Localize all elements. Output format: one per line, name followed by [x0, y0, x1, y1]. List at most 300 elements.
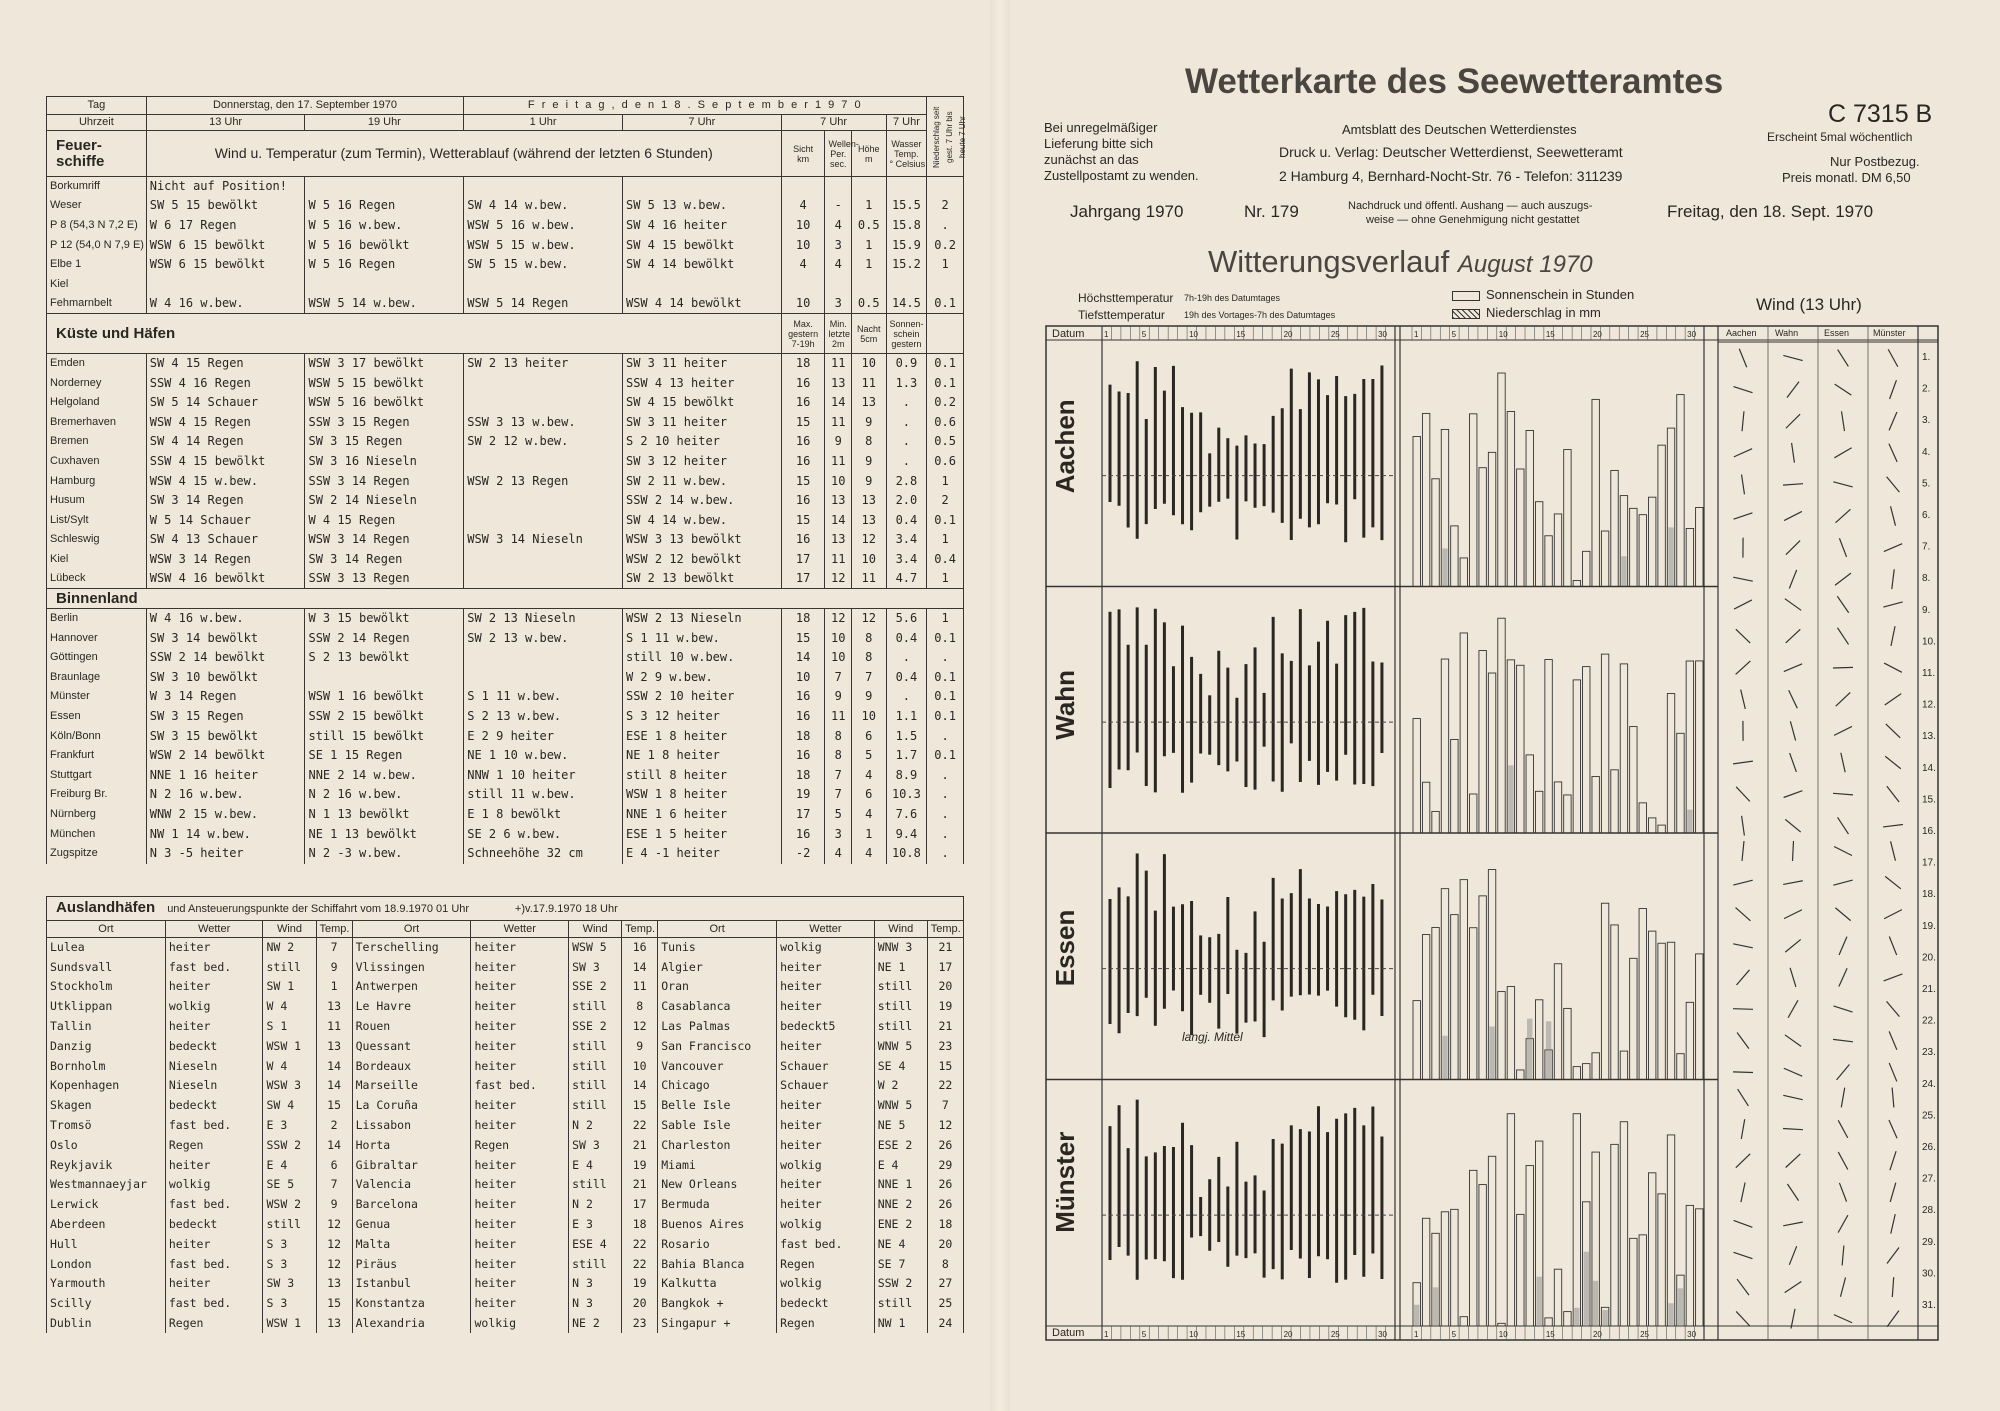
cell: heiter — [777, 997, 875, 1017]
cell: SSW 2 — [263, 1135, 316, 1155]
day-tick-label: 25 — [1640, 1330, 1649, 1339]
cell-8: 1.1 — [886, 707, 927, 727]
sunshine-bar — [1535, 791, 1542, 833]
sunshine-bar — [1592, 1053, 1599, 1080]
station-name: P 12 (54,0 N 7,9 E) — [47, 235, 147, 255]
cell-7: 11 — [851, 569, 886, 589]
cell-5: 18 — [781, 354, 825, 374]
legend-sunshine: Sonnenschein in Stunden — [1452, 287, 1634, 302]
wind-col-3: Münster — [1873, 328, 1906, 338]
cell-9: 0.2 — [927, 235, 964, 255]
station-name: Zugspitze — [47, 844, 147, 864]
cell: 21 — [927, 938, 963, 958]
sunshine-bar — [1479, 468, 1486, 587]
cell-8: . — [886, 432, 927, 452]
cell-6: 4 — [825, 216, 851, 236]
wind-arrow — [1786, 541, 1800, 555]
wind-arrow — [1736, 1154, 1750, 1168]
cell: heiter — [471, 1096, 569, 1116]
port-name: Le Havre — [352, 997, 471, 1017]
cell: S 3 — [263, 1254, 316, 1274]
cell-6: 7 — [825, 785, 851, 805]
cell: heiter — [471, 1195, 569, 1215]
wind-arrow — [1890, 1151, 1896, 1170]
cell-1: SW 3 10 bewölkt — [146, 668, 305, 688]
port-name: Horta — [352, 1135, 471, 1155]
wind-arrow — [1784, 1068, 1802, 1076]
wind-day-label: 13. — [1922, 731, 1936, 743]
wind-arrow — [1889, 1120, 1897, 1138]
cell-9: 0.1 — [927, 668, 964, 688]
wind-arrow — [1842, 1246, 1844, 1266]
cell: E 4 — [263, 1155, 316, 1175]
cell: 14 — [316, 1056, 352, 1076]
cell-5: 15 — [781, 412, 825, 432]
day-tick-label: 20 — [1283, 1330, 1293, 1339]
sunshine-bar — [1630, 508, 1637, 586]
cell-6 — [825, 274, 851, 294]
day-tick-label: 10 — [1498, 330, 1508, 339]
precip-bar — [1584, 1252, 1589, 1326]
header-wind: Wind — [874, 921, 927, 938]
cell-1: SW 5 15 bewölkt — [146, 196, 305, 216]
cell: 12 — [316, 1254, 352, 1274]
cell-6 — [825, 177, 851, 197]
port-name: Utklippan — [47, 997, 166, 1017]
wind-arrow — [1839, 968, 1847, 986]
cell-7: 1 — [851, 255, 886, 275]
cell-4: WSW 2 13 Nieseln — [622, 609, 781, 629]
table-row — [47, 412, 964, 432]
sunshine-bar — [1507, 412, 1514, 587]
day-tick-label: 1 — [1414, 1330, 1419, 1339]
table-row — [47, 177, 964, 197]
table-row — [47, 997, 964, 1017]
cell: 13 — [316, 1274, 352, 1294]
cell-7: 0.5 — [851, 216, 886, 236]
cell: E 4 — [569, 1155, 622, 1175]
wind-arrow — [1785, 819, 1800, 832]
sunshine-bar — [1470, 794, 1477, 833]
header-wetter: Wetter — [471, 921, 569, 938]
day-tick-label: 30 — [1687, 1330, 1697, 1339]
wind-arrow — [1839, 538, 1846, 557]
cell-4: SW 3 11 heiter — [622, 412, 781, 432]
sunshine-bar — [1639, 909, 1646, 1080]
day-tick-label: 1 — [1104, 1330, 1109, 1339]
cell: NE 2 — [569, 1314, 622, 1334]
sunshine-bar — [1630, 1238, 1637, 1326]
header-row-time — [47, 115, 964, 131]
table-row — [47, 1254, 964, 1274]
cell-8: 15.8 — [886, 216, 927, 236]
cell-7: 11 — [851, 373, 886, 393]
table-row — [47, 1116, 964, 1136]
wind-arrow — [1885, 876, 1901, 888]
port-name: Hull — [47, 1234, 166, 1254]
cell-9: . — [927, 805, 964, 825]
cell: heiter — [471, 1116, 569, 1136]
port-name: Istanbul — [352, 1274, 471, 1294]
cell: heiter — [777, 1116, 875, 1136]
cell-1: N 3 -5 heiter — [146, 844, 305, 864]
cell-4: S 1 11 w.bew. — [622, 628, 781, 648]
table-row — [47, 938, 964, 958]
cell-3: E 2 9 heiter — [464, 726, 623, 746]
german-stations-table — [46, 96, 968, 864]
header-13h: 13 Uhr — [146, 115, 305, 131]
port-name: Danzig — [47, 1036, 166, 1056]
sunshine-bar — [1573, 1114, 1580, 1326]
wind-arrow — [1742, 475, 1745, 495]
cell-5: 4 — [781, 255, 825, 275]
wind-arrow — [1783, 1128, 1803, 1129]
cell-8: . — [886, 412, 927, 432]
cell: wolkig — [777, 1215, 875, 1235]
cell: 15 — [927, 1056, 963, 1076]
cell: WSW 5 — [569, 938, 622, 958]
day-tick-label: 10 — [1498, 1330, 1508, 1339]
cell: still — [874, 997, 927, 1017]
cell: SW 3 — [263, 1274, 316, 1294]
wind-day-label: 7. — [1922, 541, 1931, 553]
cell: heiter — [471, 1155, 569, 1175]
cell-1: SW 3 14 Regen — [146, 491, 305, 511]
cell-5: -2 — [781, 844, 825, 864]
day-tick-label: 30 — [1687, 330, 1697, 339]
cell-8: 15.5 — [886, 196, 927, 216]
wind-day-label: 5. — [1922, 478, 1931, 490]
port-name: Oslo — [47, 1135, 166, 1155]
header-ort: Ort — [352, 921, 471, 938]
table-row — [47, 1234, 964, 1254]
cell: heiter — [777, 1195, 875, 1215]
sunshine-bar — [1470, 414, 1477, 587]
wind-arrow — [1890, 1183, 1896, 1202]
cell-6: 14 — [825, 393, 851, 413]
cell-4: SW 2 13 bewölkt — [622, 569, 781, 589]
sunshine-bar — [1630, 958, 1637, 1079]
lightships-title: Feuer- schiffe — [47, 131, 147, 177]
publisher: Druck u. Verlag: Deutscher Wetterdienst, Seewetteramt — [1279, 144, 1623, 160]
port-name: Vlissingen — [352, 957, 471, 977]
day-tick-label: 1 — [1414, 330, 1419, 339]
cell: heiter — [471, 1254, 569, 1274]
wind-arrow — [1742, 816, 1745, 836]
cell-5: 10 — [781, 235, 825, 255]
cell-4: E 4 -1 heiter — [622, 844, 781, 864]
cell-4: SSW 2 14 w.bew. — [622, 491, 781, 511]
cell-2: WSW 3 14 Regen — [305, 530, 464, 550]
sunshine-bar — [1441, 659, 1448, 833]
station-name: Schleswig — [47, 530, 147, 550]
cell-3: SW 2 13 Nieseln — [464, 609, 623, 629]
sunshine-bar — [1517, 469, 1524, 587]
wind-arrow — [1786, 1154, 1801, 1168]
sunshine-bar — [1639, 1235, 1646, 1326]
station-name: Hannover — [47, 628, 147, 648]
cell-1: W 5 14 Schauer — [146, 510, 305, 530]
cell-7: 4 — [851, 766, 886, 786]
cell: SW 3 — [569, 957, 622, 977]
cell-7: 8 — [851, 648, 886, 668]
cell-2: WSW 3 17 bewölkt — [305, 354, 464, 374]
wind-arrow — [1784, 511, 1802, 520]
cell-6: 8 — [825, 746, 851, 766]
cell: SSW 2 — [874, 1274, 927, 1294]
port-name: Westmannaeyjar — [47, 1175, 166, 1195]
cell-6: 11 — [825, 707, 851, 727]
cell: WSW 3 — [263, 1076, 316, 1096]
wind-arrow — [1736, 908, 1751, 921]
cell-3: SW 2 13 heiter — [464, 354, 623, 374]
table-row — [47, 707, 964, 727]
day-tick-label: 15 — [1545, 1330, 1555, 1339]
cell-9: 0.1 — [927, 707, 964, 727]
cell: wolkig — [777, 1274, 875, 1294]
cell-4: SW 4 14 bewölkt — [622, 255, 781, 275]
cell-9: 2 — [927, 196, 964, 216]
cell-6: 13 — [825, 491, 851, 511]
wind-arrow — [1892, 1277, 1893, 1297]
wind-day-label: 14. — [1922, 762, 1936, 774]
sunshine-bar — [1639, 515, 1646, 587]
cell: fast bed. — [165, 957, 263, 977]
cell: SE 5 — [263, 1175, 316, 1195]
wind-arrow — [1888, 349, 1898, 367]
wind-arrow — [1884, 663, 1902, 672]
cell-4: SW 3 12 heiter — [622, 452, 781, 472]
cell-4: SW 2 11 w.bew. — [622, 471, 781, 491]
station-name: München — [47, 824, 147, 844]
header-min: Min. letzte 2m — [825, 314, 851, 354]
cell-3: S 1 11 w.bew. — [464, 687, 623, 707]
wind-arrow — [1783, 1095, 1803, 1099]
cell: 22 — [927, 1076, 963, 1096]
port-name: Vancouver — [658, 1056, 777, 1076]
cell-8: 10.3 — [886, 785, 927, 805]
port-name: Singapur + — [658, 1314, 777, 1334]
cell: 9 — [316, 1195, 352, 1215]
cell: 15 — [622, 1096, 658, 1116]
cell-9: . — [927, 785, 964, 805]
foreign-title-cell — [47, 897, 964, 921]
cell: NE 1 — [874, 957, 927, 977]
wind-arrow — [1891, 626, 1895, 646]
cell: N 2 — [569, 1116, 622, 1136]
foreign-title-row — [47, 897, 964, 921]
header-ort: Ort — [47, 921, 166, 938]
cell-8: 2.0 — [886, 491, 927, 511]
cell-3 — [464, 452, 623, 472]
port-name: Lissabon — [352, 1116, 471, 1136]
sunshine-bar — [1517, 1214, 1524, 1326]
cell-2: SSW 2 14 Regen — [305, 628, 464, 648]
station-name: Freiburg Br. — [47, 785, 147, 805]
cell: 16 — [622, 938, 658, 958]
cell-4: WSW 2 12 bewölkt — [622, 550, 781, 570]
cell: 23 — [622, 1314, 658, 1334]
cell-3: S 2 13 w.bew. — [464, 707, 623, 727]
cell: heiter — [777, 1175, 875, 1195]
wind-arrow — [1887, 477, 1900, 492]
header-ort: Ort — [658, 921, 777, 938]
cell: fast bed. — [777, 1234, 875, 1254]
sunshine-bar — [1451, 739, 1458, 833]
port-name: Buenos Aires — [658, 1215, 777, 1235]
station-name: Weser — [47, 196, 147, 216]
wind-arrow — [1833, 880, 1852, 885]
cell-9: 0.1 — [927, 687, 964, 707]
cell-2: WSW 5 14 w.bew. — [305, 294, 464, 314]
wind-day-label: 20. — [1922, 952, 1936, 964]
foreign-title: Auslandhäfen — [56, 899, 156, 916]
precip-bar — [1546, 1021, 1551, 1079]
cell-7: 6 — [851, 785, 886, 805]
cell: 6 — [316, 1155, 352, 1175]
cell-2: W 3 15 bewölkt — [305, 609, 464, 629]
sunshine-bar — [1564, 795, 1571, 833]
precip-bar — [1687, 810, 1692, 833]
cell: NW 2 — [263, 938, 316, 958]
cell: 21 — [622, 1175, 658, 1195]
cell-6: 10 — [825, 471, 851, 491]
cell-5: 16 — [781, 530, 825, 550]
cell: heiter — [165, 938, 263, 958]
port-name: Bahia Blanca — [658, 1254, 777, 1274]
wind-arrow — [1784, 910, 1802, 919]
cell: NNE 1 — [874, 1175, 927, 1195]
cell: heiter — [471, 957, 569, 977]
sunshine-bar — [1601, 903, 1608, 1079]
day-tick-label: 30 — [1378, 330, 1388, 339]
header-19h: 19 Uhr — [305, 115, 464, 131]
port-name: La Coruña — [352, 1096, 471, 1116]
cell: Regen — [777, 1314, 875, 1334]
cell: heiter — [471, 977, 569, 997]
cell-1: WSW 4 15 w.bew. — [146, 471, 305, 491]
cell: 7 — [927, 1096, 963, 1116]
cell: heiter — [471, 1294, 569, 1314]
cell-2: N 2 16 w.bew. — [305, 785, 464, 805]
cell-7: 8 — [851, 628, 886, 648]
sunshine-bar — [1479, 1185, 1486, 1326]
wind-arrow — [1784, 791, 1803, 798]
cell: heiter — [471, 938, 569, 958]
cell-4: NE 1 8 heiter — [622, 746, 781, 766]
cell-3 — [464, 510, 623, 530]
station-label-wahn: Wahn — [1050, 669, 1080, 740]
table-row — [47, 785, 964, 805]
cell-5 — [781, 274, 825, 294]
cell: bedeckt — [165, 1036, 263, 1056]
table-row — [47, 1314, 964, 1334]
cell-6: 13 — [825, 373, 851, 393]
wind-arrow — [1741, 1183, 1745, 1203]
port-name: Lulea — [47, 938, 166, 958]
wind-arrow — [1835, 384, 1852, 395]
station-name: Emden — [47, 354, 147, 374]
cell-9: 0.1 — [927, 294, 964, 314]
table-row — [47, 1056, 964, 1076]
port-name: Oran — [658, 977, 777, 997]
cell-2 — [305, 177, 464, 197]
table-row — [47, 1215, 964, 1235]
sunshine-bar — [1667, 1135, 1674, 1326]
sunshine-bar — [1592, 777, 1599, 833]
day-tick-label: 15 — [1236, 330, 1246, 339]
precip-bar — [1442, 1036, 1447, 1080]
port-name: Malta — [352, 1234, 471, 1254]
precip-bar — [1668, 527, 1673, 586]
cell-5: 17 — [781, 569, 825, 589]
cell-9: 0.1 — [927, 628, 964, 648]
cell-3 — [464, 491, 623, 511]
cell-7: 6 — [851, 726, 886, 746]
cell-9: 1 — [927, 530, 964, 550]
port-name: Piräus — [352, 1254, 471, 1274]
wind-arrow — [1835, 908, 1850, 921]
cell-3: WSW 5 16 w.bew. — [464, 216, 623, 236]
sunshine-bar — [1535, 1000, 1542, 1080]
cell-7: 13 — [851, 491, 886, 511]
port-name: Yarmouth — [47, 1274, 166, 1294]
cell-4: S 3 12 heiter — [622, 707, 781, 727]
cell-3 — [464, 274, 623, 294]
cell-5: 16 — [781, 746, 825, 766]
sunshine-bar — [1620, 1122, 1627, 1326]
cell: NE 5 — [874, 1116, 927, 1136]
wind-arrow — [1841, 411, 1844, 431]
sunshine-bar — [1413, 436, 1420, 586]
cell: heiter — [165, 1274, 263, 1294]
delivery-notice-2: Lieferung bitte sich — [1044, 136, 1154, 151]
port-name: Dublin — [47, 1314, 166, 1334]
table-row — [47, 1155, 964, 1175]
cell: Schauer — [777, 1056, 875, 1076]
day-tick-label: 25 — [1330, 330, 1340, 339]
sunshine-bar — [1583, 1064, 1590, 1080]
cell: 17 — [927, 957, 963, 977]
inland-title: Binnenland — [47, 589, 964, 609]
table-row — [47, 1076, 964, 1096]
wind-arrow — [1839, 937, 1847, 955]
table-row — [47, 373, 964, 393]
cell-8: 15.9 — [886, 235, 927, 255]
sunshine-bar — [1517, 665, 1524, 833]
cell: 20 — [927, 1234, 963, 1254]
cell-6: 7 — [825, 668, 851, 688]
wind-arrow — [1784, 664, 1802, 672]
port-name: Sable Isle — [658, 1116, 777, 1136]
coast-header-row — [47, 314, 964, 354]
day-tick-label: 25 — [1330, 1330, 1340, 1339]
cell-2: WSW 5 15 bewölkt — [305, 373, 464, 393]
cell-8: 5.6 — [886, 609, 927, 629]
station-name: Borkumriff — [47, 177, 147, 197]
wind-arrow — [1741, 1119, 1744, 1139]
sunshine-bar — [1479, 896, 1486, 1080]
cell-9 — [927, 177, 964, 197]
cell-1: WSW 6 15 bewölkt — [146, 235, 305, 255]
cell: fast bed. — [165, 1254, 263, 1274]
table-row — [47, 1096, 964, 1116]
cell-1: W 3 14 Regen — [146, 687, 305, 707]
cell-9: 0.6 — [927, 412, 964, 432]
cell-2: S 2 13 bewölkt — [305, 648, 464, 668]
cell-7: 10 — [851, 550, 886, 570]
wind-day-label: 22. — [1922, 1015, 1936, 1027]
